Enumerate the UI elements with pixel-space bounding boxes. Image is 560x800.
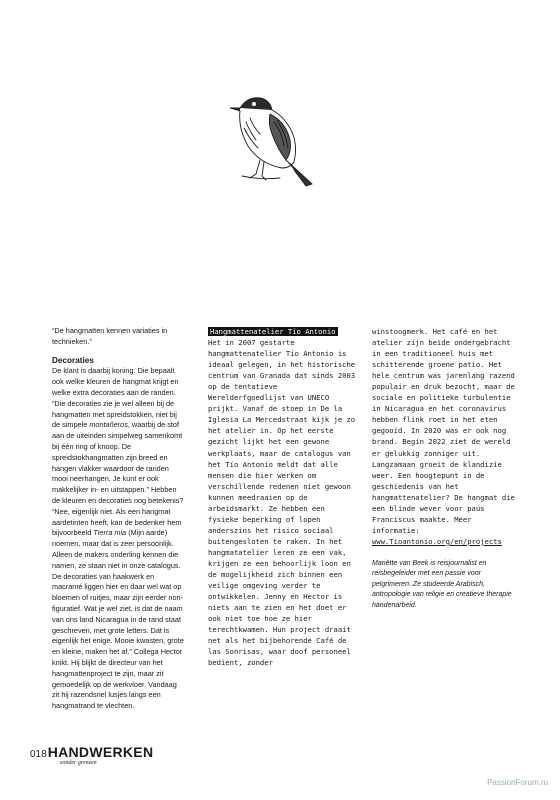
website-link[interactable]: www.Tioantonio.org/en/projects [372, 536, 502, 546]
section-heading-atelier: Hangmattenatelier Tío Antonio [210, 327, 336, 336]
author-bio: Mariëtte van Beek is reisjournalist en reisbegeleider met een passie voor pelgrimeren. Ze studeerde Arabisch, antropologie van religie en creatieve therapie handenarbeid. [372, 559, 512, 609]
section-heading-decoraties: Decoraties [52, 355, 94, 365]
intro-quote: “De hangmatten kennen variaties in technieken.” [52, 326, 168, 346]
page-footer [30, 744, 153, 760]
magazine-brand: HANDWERKEN [47, 744, 154, 760]
body-text-atelier: Het in 2007 gestarte hangmattenatelier Tío Antonio is ideaal gelegen, in het historische centrum van Granada dat sinds 2003 op de tentatieve Werelderfgoedlijst van UNECO prijkt. Vanaf de stoep in De la Iglesia La Mercedstraat kijk je zo het atelier in. Op het eerste gezicht lijkt het een gewone werkplaats, maar de catalogus van het Tío Antonio meldt dat alle mensen die hier werken om verschillende redenen niet gewoon kunnen meedraaien op de arbeidsmarkt. Ze hebben een fysieke beperking of lopen anderszins het risico sociaal buitengesloten te raken. In het hangmatatelier leren ze een vak, krijgen ze een behoorlijk loon en de mogelijkheid zich binnen een veilige omgeving verder te ontwikkelen. Jenny en Hector is niets aan te zien en het doet er ook niet toe hoe ze hier terechtkwamen. Hun project draait net als het bijbehorende Café de las Sonrisas, waar doof personeel bedient, zonder [208, 338, 356, 668]
article-column-1 [52, 326, 186, 712]
article-column-2 [208, 326, 358, 668]
body-text-continued: winstoogmerk. Het café en het atelier zijn beide ondergebracht in een traditioneel huis met schitterende groene patio. Het hele centrum was jarenlang razend populair en druk bezocht, maar de sociale en politieke turbulentie in Nicaragua en het coronavirus hebben flink roet in het eten gegooid. In 2020 was er ook nog brand. Begin 2022 ziet de wereld er gelukkig zonniger uit. Langzamaan groeit de klandizie weer. Een hoogtepunt in de geschiedenis van het hangmattenatelier? De hangmat die een blinde wever voor paus Franciscus maakte. Meer informatie: www.Tioantonio.org/en/projects [372, 327, 515, 546]
magazine-tagline: zonder grenzen [60, 760, 97, 766]
watermark: PassionForum.ru [487, 778, 548, 787]
bird-illustration-icon [220, 88, 336, 194]
article-column-3 [372, 326, 518, 611]
page-number: 018 [30, 749, 47, 760]
body-text-decoraties: De klant is daarbij koning. Die bepaalt ook welke kleuren de hangmat krijgt en welke extra decoraties aan de randen. “Die decoraties zie je wel alleen bij de hangmatten met spreidstokken, niet bij de simpele montañeros, waarbij de stof aan de uiteinden simpelweg samenkomt bij één ring of knoop. De spreidstokhangmatten zijn breed en hangen vlakker waardoor de randen mooi neerhangen. Je kunt er ook makkelijker in- en uitstappen.” Hebben de kleuren en decoraties nog betekenis? “Nee, eigenlijk niet. Als een hangmat aardetinten heeft, kan de bedenker hem bijvoorbeeld Tierra mia (Mijn aarde) noemen, maar dat is zeer persoonlijk. Alleen de makers onderling kennen die namen, ze staan niet in onze catalogus. De decoraties van haakwerk en macramé liggen hier en daar wel wat op bloemen of ruitjes, maar zijn eerder non-figuratief. Wat je wel ziet, is dat de naam van ons land Nicaragua in de rand staat geschreven, met grote letters. Dat is eigenlijk het enige. Mooie kwasten, grote en kleine, maken het af.” Collega Hector knikt. Hij blijkt de directeur van het hangmattenproject te zijn, maar zit gemoedelijk op de werkvloer. Vandaag zit hij razendsnel lusjes langs een hangmatrand te vlechten. [52, 366, 184, 711]
